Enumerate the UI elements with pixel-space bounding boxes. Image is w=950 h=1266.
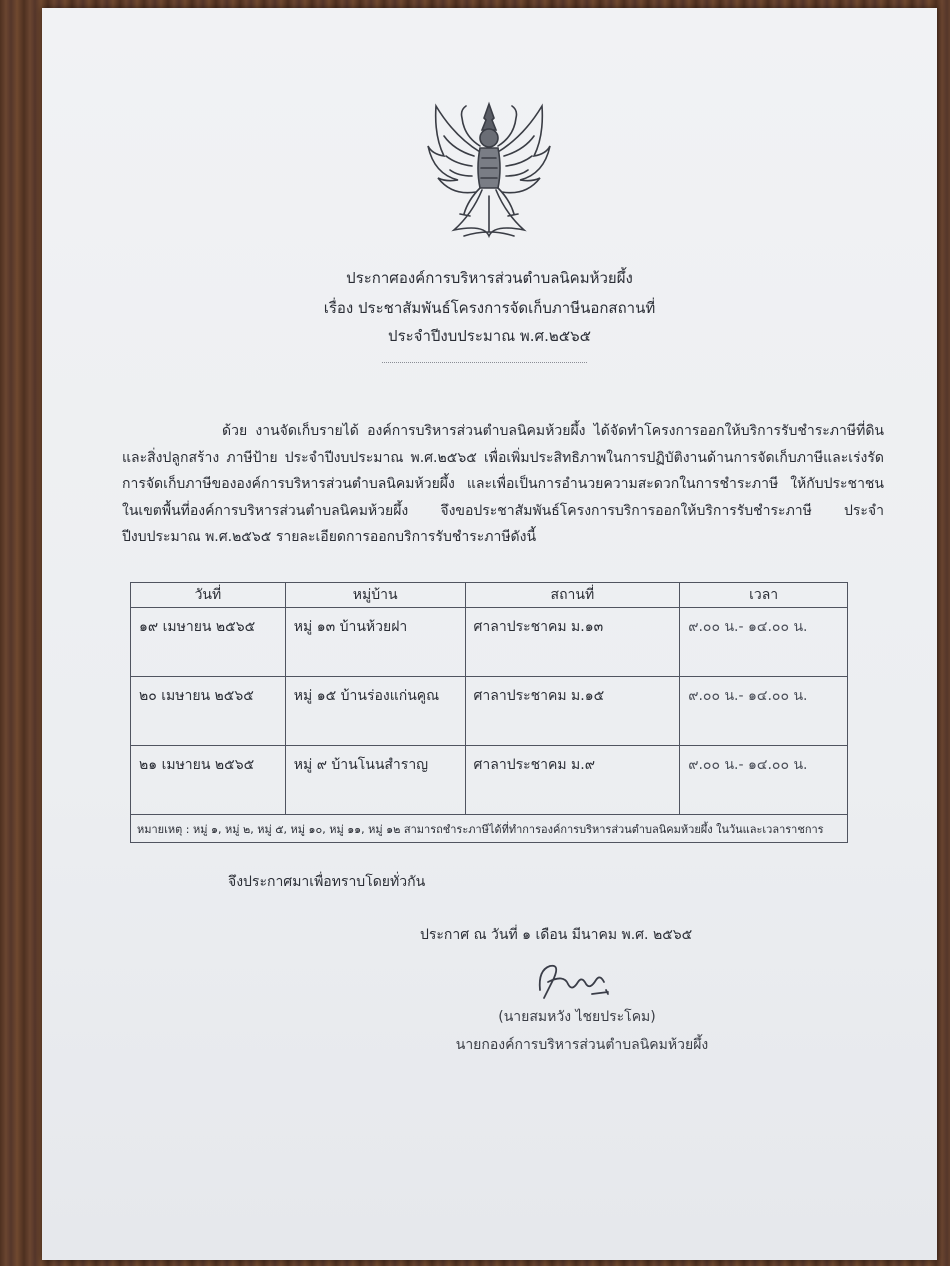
table-header-row xyxy=(131,583,848,608)
header-village: หมู่บ้าน xyxy=(285,583,465,608)
table-row xyxy=(131,608,848,677)
signer-name: (นายสมหวัง ไชยประโคม) xyxy=(498,1009,656,1025)
signer-title: นายกองค์การบริหารส่วนตำบลนิคมห้วยผึ้ง xyxy=(455,1037,709,1053)
cell-date: ๑๙ เมษายน ๒๕๖๕ xyxy=(131,608,286,677)
announcement-subject: เรื่อง ประชาสัมพันธ์โครงการจัดเก็บภาษีนอกสถานที่ xyxy=(323,299,656,317)
cell-village: หมู่ ๑๕ บ้านร่องแก่นคูณ xyxy=(285,677,465,746)
closing-statement: จึงประกาศมาเพื่อทราบโดยทั่วกัน xyxy=(228,874,426,890)
table-note-row xyxy=(131,815,848,843)
announcement-title: ประกาศองค์การบริหารส่วนตำบลนิคมห้วยผึ้ง xyxy=(346,269,633,287)
cell-date: ๒๐ เมษายน ๒๕๖๕ xyxy=(131,677,286,746)
cell-place: ศาลาประชาคม ม.๑๓ xyxy=(465,608,680,677)
schedule-table xyxy=(130,582,848,843)
table-row xyxy=(131,746,848,815)
signature-icon xyxy=(534,960,614,1004)
cell-time: ๙.๐๐ น.- ๑๔.๐๐ น. xyxy=(680,608,848,677)
header-time: เวลา xyxy=(680,583,848,608)
header-place: สถานที่ xyxy=(465,583,680,608)
garuda-emblem-icon xyxy=(424,96,554,246)
cell-place: ศาลาประชาคม ม.๑๕ xyxy=(465,677,680,746)
cell-time: ๙.๐๐ น.- ๑๔.๐๐ น. xyxy=(680,746,848,815)
fiscal-year: ประจำปีงบประมาณ พ.ศ.๒๕๖๕ xyxy=(388,327,591,345)
cell-date: ๒๑ เมษายน ๒๕๖๕ xyxy=(131,746,286,815)
cell-time: ๙.๐๐ น.- ๑๔.๐๐ น. xyxy=(680,677,848,746)
body-paragraph-text: ด้วย งานจัดเก็บรายได้ องค์การบริหารส่วนตำบลนิคมห้วยผึ้ง ได้จัดทำโครงการออกให้บริการรับชำระภาษีที่ดินและสิ่งปลูกสร้าง ภาษีป้าย ประจำปีงบประมาณ พ.ศ.๒๕๖๕ เพื่อเพิ่มประสิทธิภาพในการปฏิบัติงานด้านการจัดเก็บภาษีและเร่งรัดการจัดเก็บภาษีขององค์การบริหารส่วนตำบลนิคมห้วยผึ้ง และเพื่อเป็นการอำนวยความสะดวกในการชำระภาษี ให้กับประชาชนในเขตพื้นที่องค์การบริหารส่วนตำบลนิคมห้วยผึ้ง จึงขอประชาสัมพันธ์โครงการบริการออกให้บริการรับชำระภาษี ประจำปีงบประมาณ พ.ศ.๒๕๖๕ รายละเอียดการออกบริการรับชำระภาษีดังนี้ xyxy=(122,423,884,545)
body-paragraph xyxy=(122,418,884,551)
announcement-document xyxy=(42,8,937,1260)
header-date: วันที่ xyxy=(131,583,286,608)
cell-village: หมู่ ๙ บ้านโนนสำราญ xyxy=(285,746,465,815)
cell-place: ศาลาประชาคม ม.๙ xyxy=(465,746,680,815)
cell-village: หมู่ ๑๓ บ้านห้วยฝา xyxy=(285,608,465,677)
table-row xyxy=(131,677,848,746)
announcement-date: ประกาศ ณ วันที่ ๑ เดือน มีนาคม พ.ศ. ๒๕๖๕ xyxy=(420,927,693,943)
dotted-divider xyxy=(382,362,587,363)
table-note: หมายเหตุ : หมู่ ๑, หมู่ ๒, หมู่ ๕, หมู่ ๑๐, หมู่ ๑๑, หมู่ ๑๒ สามารถชำระภาษีได้ที่ทำการองค์การบริหารส่วนตำบลนิคมห้วยผึ้ง ในวันและเวลาราชการ xyxy=(131,815,848,843)
